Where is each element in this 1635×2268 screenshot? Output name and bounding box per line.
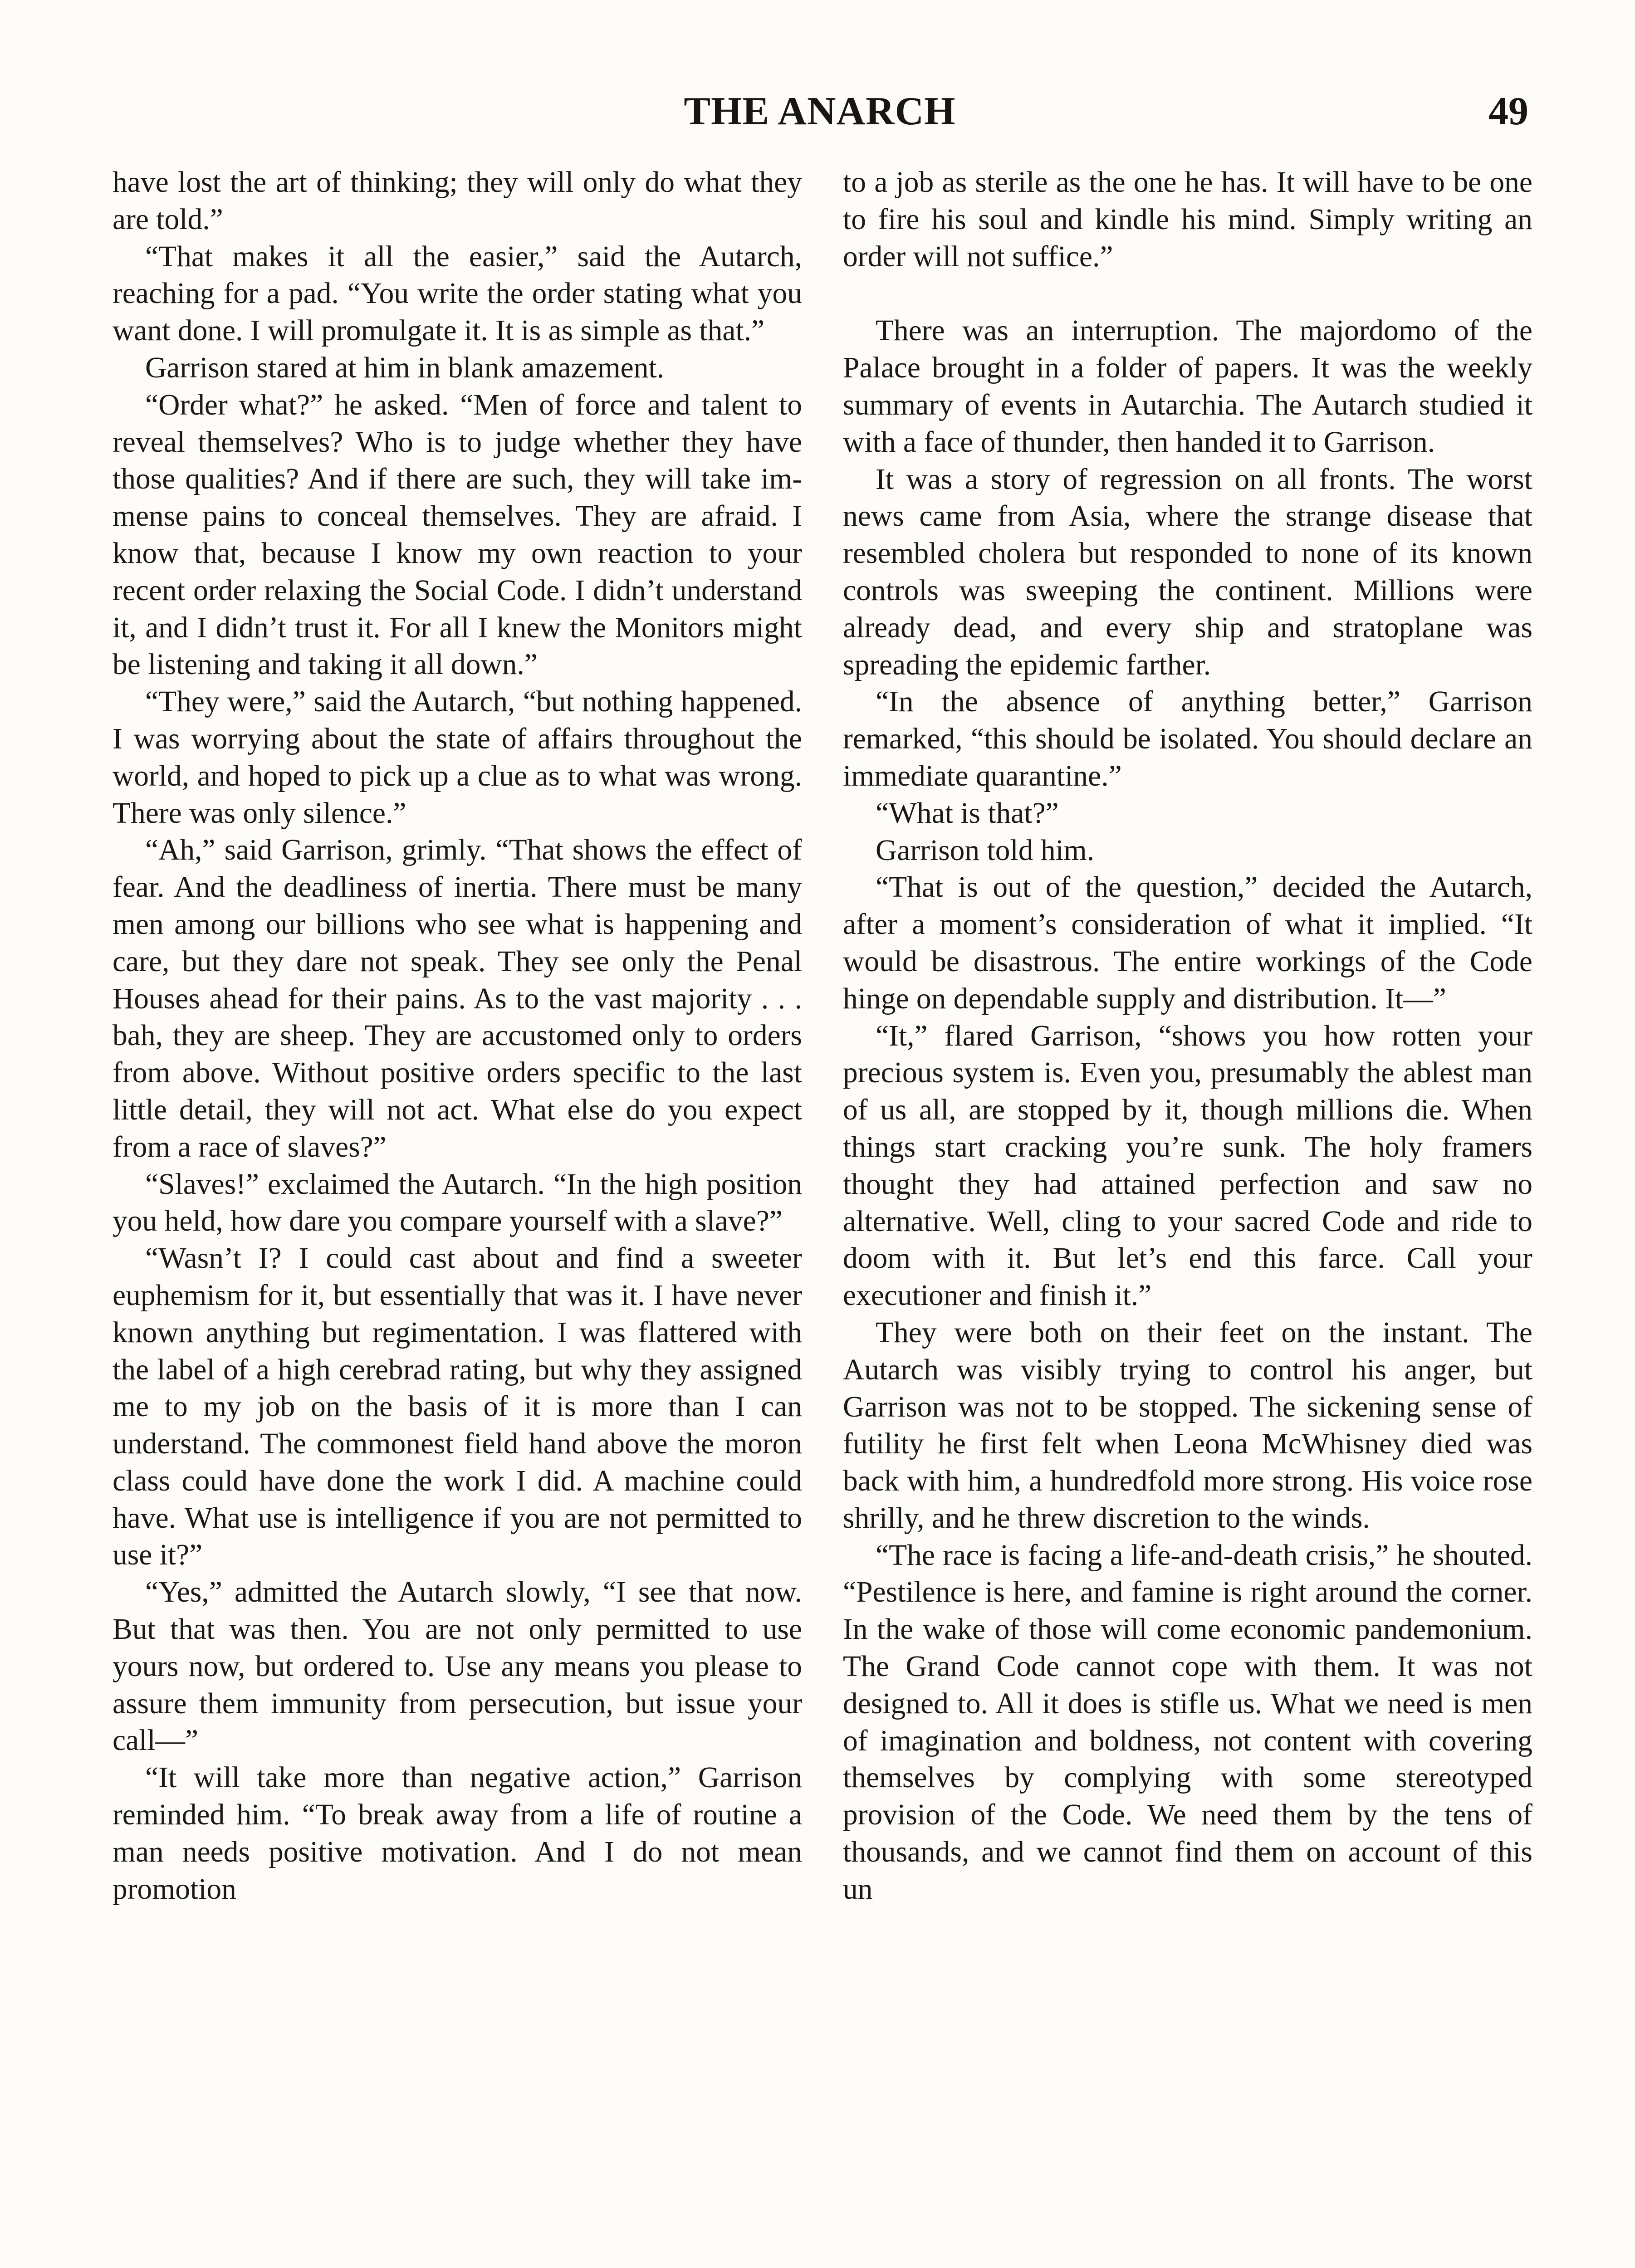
paragraph: “Order what?” he asked. “Men of force and talent to reveal themselves? Who is to judge whether they have those qualities? And if there are such, they will take immense pains to conceal themselves. They are afraid. I know that, because I know my own reaction to your recent order relaxing the Social Code. I didn’t understand it, and I didn’t trust it. For all I knew the Monitors might be listening and taking it all down.” [113, 388, 802, 681]
paragraph: “Ah,” said Garrison, grimly. “That shows the effect of fear. And the deadliness of inertia. There must be many men among our billions who see what is happening and care, but they dare not speak. They see only the Penal Houses ahead for their pains. As to the vast majority . . . bah, they are sheep. They are accustomed only to orders from above. Without positive orders specific to the last little detail, they will not act. What else do you expect from a race of slaves?” [113, 834, 802, 1163]
paragraph: It was a story of regression on all fronts. The worst news came from Asia, where the strange disease that resembled cholera but responded to none of its known controls was sweeping the continent. Millions were already dead, and every ship and stratoplane was spreading the epidemic farther. [843, 463, 1532, 681]
paragraph: They were both on their feet on the instant. The Autarch was visibly trying to control his anger, but Garrison was not to be stopped. The sickening sense of futility he first felt when Leona McWhisney died was back with him, a hundredfold more strong. His voice rose shrilly, and he threw discretion to the winds. [843, 1316, 1532, 1535]
paragraph: “In the absence of anything better,” Garrison remarked, “this should be isolated. You should declare an immediate quarantine.” [843, 685, 1532, 792]
running-head [111, 88, 1528, 152]
paragraph: Garrison told him. [876, 834, 1095, 867]
paragraph: “They were,” said the Autarch, “but nothing happened. I was worrying about the state of affairs throughout the world, and hoped to pick up a clue as to what was wrong. There was only silence.” [113, 685, 802, 830]
paragraph: There was an interruption. The majordomo of the Palace brought in a folder of papers. It was the weekly summary of events in Autarchia. The Autarch studied it with a face of thunder, then handed it to Garrison. [843, 314, 1532, 459]
paragraph: “Wasn’t I? I could cast about and find a sweeter euphemism for it, but essentially that was it. I have never known anything but regimentation. I was flattered with the label of a high cerebrad rating, but why they assigned me to my job on the basis of it is more than I can understand. The commonest field hand above the moron class could have done the work I did. A machine could have. What use is intelligence if you are not permitted to use it?” [113, 1242, 802, 1572]
paragraph: “Yes,” admitted the Autarch slowly, “I see that now. But that was then. You are not only permitted to use yours now, but ordered to. Use any means you please to assure them immunity from persecution, but issue your call—” [113, 1576, 802, 1757]
text-column-left [113, 164, 802, 1908]
paragraph: have lost the art of thinking; they will only do what they are told.” [113, 166, 802, 236]
paragraph: “Slaves!” exclaimed the Autarch. “In the high position you held, how dare you compare yourself with a slave?” [113, 1168, 802, 1238]
paragraph: “That is out of the question,” decided the Autarch, after a moment’s consideration of what it implied. “It would be disastrous. The entire workings of the Code hinge on dependable supply and distribution. It—” [843, 871, 1532, 1015]
paragraph: “What is that?” [876, 797, 1059, 830]
paragraph: “That makes it all the easier,” said the Autarch, reaching for a pad. “You write the order stating what you want done. I will promulgate it. It is as simple as that.” [113, 240, 802, 347]
text-column-right [843, 164, 1532, 1908]
paragraph: “It,” flared Garrison, “shows you how rotten your precious system is. Even you, presumably the ablest man of us all, are stopped by it, though millions die. When things start cracking you’re sunk. The holy framers thought they had attained perfection and saw no alternative. Well, cling to your sacred Code and ride to doom with it. But let’s end this farce. Call your executioner and finish it.” [843, 1019, 1532, 1312]
paragraph: “It will take more than negative action,” Garrison reminded him. “To break away from a life of routine a man needs positive motivation. And I do not mean promotion [113, 1761, 802, 1906]
paragraph: to a job as sterile as the one he has. It will have to be one to fire his soul and kindle his mind. Simply writing an order will not suffice.” [843, 166, 1532, 273]
paragraph: “The race is facing a life-and-death crisis,” he shouted. “Pestilence is here, and famine is right around the corner. In the wake of those will come economic pandemonium. The Grand Code cannot cope with them. It was not designed to. All it does is stifle us. What we need is men of imagination and boldness, not content with covering themselves by complying with some stereotyped provision of the Code. We need them by the tens of thousands, and we cannot find them on account of this un [843, 1539, 1532, 1906]
page-number: 49 [1488, 89, 1528, 133]
page-title: THE ANARCH [684, 89, 956, 133]
paragraph: Garrison stared at him in blank amazement. [145, 351, 665, 384]
